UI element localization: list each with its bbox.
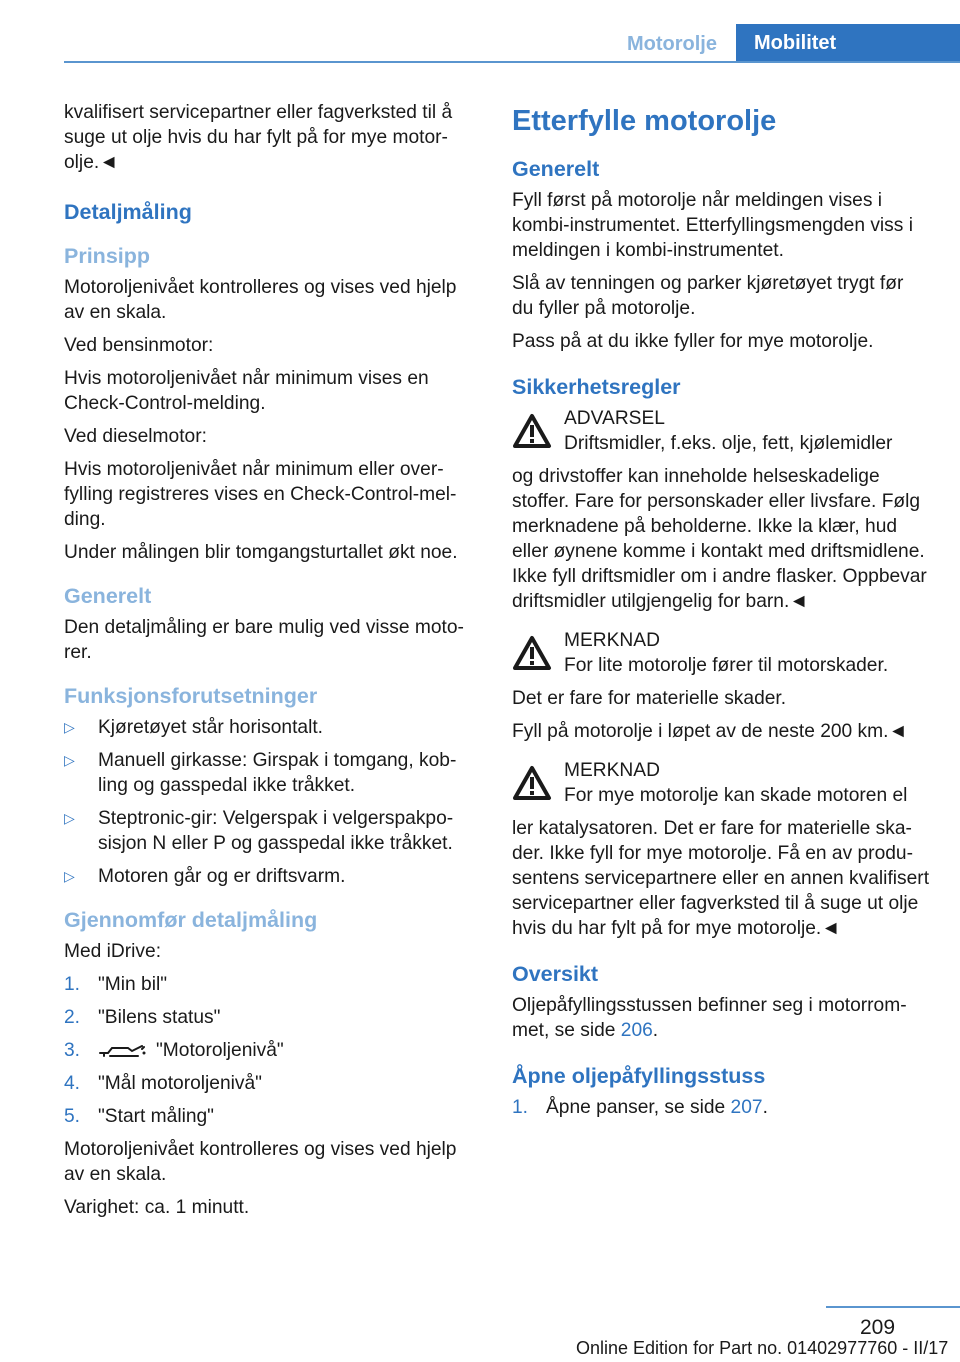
notice-block-2 <box>512 758 930 808</box>
heading-prinsipp: Prinsipp <box>64 244 151 268</box>
step-number: 5. <box>64 1106 81 1127</box>
step-text: "Start måling" <box>98 1106 214 1127</box>
page-link-206[interactable]: 206 <box>620 1020 653 1041</box>
step-number: 4. <box>64 1073 81 1094</box>
step-text: Åpne panser, se side <box>546 1097 731 1118</box>
notice-text: Det er fare for materielle skader. <box>512 688 787 709</box>
notice-triangle-icon <box>512 634 552 672</box>
period: . <box>652 1020 659 1041</box>
header-rule <box>64 61 960 63</box>
notice-line: For lite motorolje fører til motorskader. <box>564 655 889 676</box>
list-item <box>64 715 478 740</box>
gen-p1: Fyll først på motorolje når meldingen vises i kombi-instrumentet. Etterfyllingsmengden viss i meldingen i kombi-instrumentet. <box>512 190 913 261</box>
triangle-bullet-icon: ▷ <box>64 752 75 768</box>
warning-triangle-icon <box>512 412 552 450</box>
step-item <box>64 972 478 997</box>
step-item <box>64 1104 478 1129</box>
step-item <box>64 1038 478 1063</box>
step-number: 1. <box>64 974 81 995</box>
heading-gjennomfor: Gjennomfør detaljmåling <box>64 908 318 932</box>
heading-generelt-left: Generelt <box>64 584 152 608</box>
triangle-bullet-icon: ▷ <box>64 868 75 884</box>
triangle-bullet-icon: ▷ <box>64 719 75 735</box>
warning-title: ADVARSEL <box>564 408 665 429</box>
page-link-207[interactable]: 207 <box>730 1097 763 1118</box>
heading-funksjonsforutsetninger: Funksjonsforutsetninger <box>64 684 318 708</box>
notice-triangle-icon <box>512 764 552 802</box>
list-item-text: Manuell girkasse: Girspak i tomgang, kobling og gasspedal ikke tråkket. <box>98 750 457 796</box>
edition-text: Online Edition for Part no. 01402977760 - II/17 <box>576 1338 949 1358</box>
triangle-bullet-icon: ▷ <box>64 810 75 826</box>
footer-rule <box>826 1306 960 1308</box>
heading-etterfylle: Etterfylle motorolje <box>512 105 777 137</box>
apne-steps <box>512 1095 930 1120</box>
notice-block <box>512 628 930 678</box>
prinsipp-p2: Ved bensinmotor: <box>64 335 214 356</box>
oversikt-paragraph <box>512 993 930 1043</box>
heading-oversikt: Oversikt <box>512 962 599 986</box>
heading-sikkerhetsregler: Sikkerhetsregler <box>512 375 681 399</box>
notice-title: MERKNAD <box>564 630 660 651</box>
outro-p1: Motoroljenivået kontrolleres og vises ved hjelp av en skala. <box>64 1139 457 1185</box>
warning-line: Driftsmidler, f.eks. olje, fett, kjølemidler <box>564 433 893 454</box>
prinsipp-p3: Hvis motoroljenivået når minimum vises en Check-Control-melding. <box>64 368 429 414</box>
tab-mobilitet[interactable]: Mobilitet <box>736 24 960 62</box>
heading-apne: Åpne oljepåfyllingsstuss <box>512 1064 766 1088</box>
intro-paragraph: kvalifisert servicepartner eller fagverksted til å suge ut olje hvis du har fylt på for mye motorolje.◄ <box>64 102 453 173</box>
period: . <box>762 1097 768 1118</box>
step-number: 2. <box>64 1007 81 1028</box>
prinsipp-p4: Ved dieselmotor: <box>64 426 207 447</box>
prinsipp-p1: Motoroljenivået kontrolleres og vises ved hjelp av en skala. <box>64 277 457 323</box>
oversikt-text: Oljepåfyllingsstussen befinner seg i motorrommet, se side <box>512 995 907 1041</box>
prinsipp-p5: Hvis motoroljenivået når minimum eller overfylling registreres vises en Check-Control-melding. <box>64 459 457 530</box>
step-item <box>512 1095 930 1120</box>
gen-p3: Pass på at du ikke fyller for mye motorolje. <box>512 331 874 352</box>
list-item <box>64 806 478 856</box>
step-item <box>64 1071 478 1096</box>
list-item-text: Kjøretøyet står horisontalt. <box>98 717 323 738</box>
step-item <box>64 1005 478 1030</box>
funksjon-list <box>64 715 478 889</box>
notice-line-2: For mye motorolje kan skade motoren el <box>564 785 908 806</box>
outro-p2: Varighet: ca. 1 minutt. <box>64 1197 250 1218</box>
heading-detaljmaling: Detaljmåling <box>64 200 192 224</box>
step-number: 3. <box>64 1040 81 1061</box>
generelt-p1: Den detaljmåling er bare mulig ved visse motorer. <box>64 617 464 663</box>
step-text: "Bilens status" <box>98 1007 221 1028</box>
list-item <box>64 864 478 889</box>
step-text: "Mål motoroljenivå" <box>98 1073 262 1094</box>
warning-block <box>512 406 930 456</box>
notice-title-2: MERKNAD <box>564 760 660 781</box>
tab-motorolje[interactable]: Motorolje <box>627 33 717 55</box>
notice-after: Fyll på motorolje i løpet av de neste 200 km.◄ <box>512 721 908 742</box>
list-item <box>64 748 478 798</box>
steps-list <box>64 972 478 1129</box>
right-column <box>512 100 930 1128</box>
step-text: "Min bil" <box>98 974 168 995</box>
gen-p2: Slå av tenningen og parker kjøretøyet trygt før du fyller på motorolje. <box>512 273 904 319</box>
warning-text: og drivstoffer kan inneholde helseskadelige stoffer. Fare for personskader eller livsfare. Følg merknadene på beholderne. Ikke la klær, hud eller øynene komme i kontakt med driftsmidlene. Ikke fyll driftsmidler om i andre flasker. Oppbevar driftsmidler utilgjengelig for barn.◄ <box>512 466 927 612</box>
page-number: 209 <box>860 1316 896 1339</box>
gjennomfor-intro: Med iDrive: <box>64 941 162 962</box>
list-item-text: Steptronic-gir: Velgerspak i velgerspakposisjon N eller P og gasspedal ikke tråkket. <box>98 808 454 854</box>
heading-generelt-right: Generelt <box>512 157 600 181</box>
left-column <box>64 100 478 1228</box>
prinsipp-p6: Under målingen blir tomgangsturtallet økt noe. <box>64 542 458 563</box>
step-text: "Motoroljenivå" <box>156 1040 284 1061</box>
car-service-icon <box>98 1042 148 1060</box>
list-item-text: Motoren går og er driftsvarm. <box>98 866 346 887</box>
step-number: 1. <box>512 1097 529 1118</box>
notice-text-2: ler katalysatoren. Det er fare for materielle skader. Ikke fyll for mye motorolje. Få en av produsentens servicepartnere eller en annen kvalifisert servicepartner eller fagverksted til å suge ut olje hvis du har fylt på for mye motorolje.◄ <box>512 818 930 939</box>
